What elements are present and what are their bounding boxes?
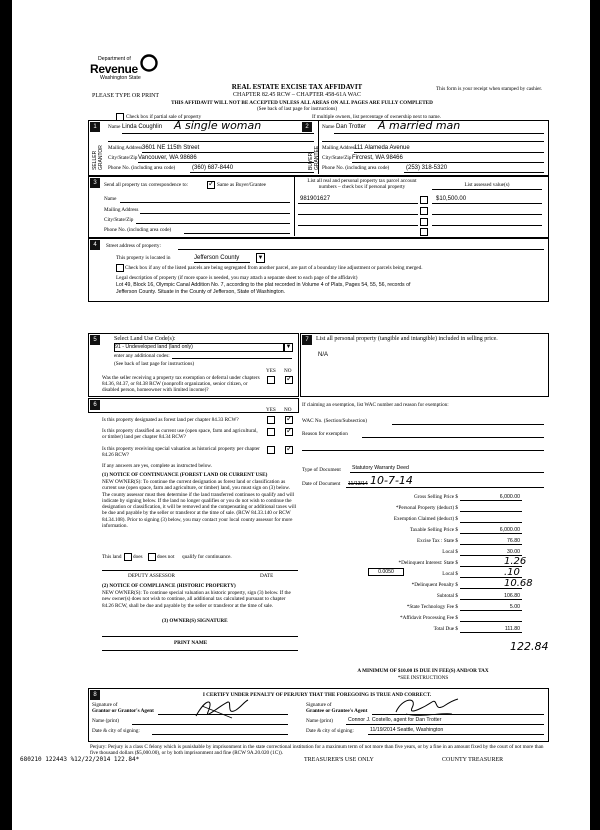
legal-description-label: Legal description of property (if more space is needed, you may attach a separate sheet to each page of the affidavit) [116, 275, 358, 281]
grantor-name-label: Name (print) [92, 718, 119, 724]
street-address-label: Street address of property: [106, 243, 161, 249]
deputy-assessor-label: DEPUTY ASSESSOR [128, 573, 175, 579]
assessor-date-label: DATE [260, 573, 274, 579]
tax-row-label: *Affidavit Processing Fee $ [400, 615, 458, 621]
grantee-name-value: Connor J. Costello, agent for Dan Trotter [348, 717, 442, 723]
doc-type-value: Statutory Warranty Deed [352, 465, 409, 471]
doc-date-struck: 11/13/14 [348, 481, 368, 487]
personal-property-checkbox-4[interactable] [420, 228, 428, 236]
does-not-label: does not [157, 554, 175, 560]
tax-row-value: 30.00 [507, 549, 520, 555]
continuance-text: NEW OWNER(S): To continue the current designation as forest land or classification as current use (open space, farm and agriculture, or timber) land, you must sign on (3) below. The county assessor must then determine if the land transferred continues to qualify and will indicate by signing below. If the land no longer qualifies or you do not wish to continue the designation or classification, it will be removed and the compensating or additional taxes will be due and payable by the seller or transferor at the time of sale. (RCW 84.33.140 or RCW 84.34.108). Prior to signing (3) below, you may contact your local county assessor for more information. [102, 479, 297, 530]
personal-property-label: List all personal property (tangible and intangible) included in selling price. [316, 336, 498, 342]
historic-yes-checkbox[interactable] [267, 446, 275, 454]
personal-property-value: N/A [318, 352, 329, 358]
see-instructions: *SEE INSTRUCTIONS [397, 675, 449, 681]
tax-row-label: *Delinquent Interest: State $ [398, 560, 458, 566]
type-or-print: PLEASE TYPE OR PRINT [92, 93, 160, 99]
land-use-select[interactable]: 91 - Undeveloped land (land only) [114, 343, 284, 352]
section-4-badge: 4 [90, 240, 100, 250]
parcel-number: 981901627 [300, 196, 331, 202]
seller-address-label: Mailing Address [108, 145, 143, 151]
buyer-city: Fircrest, WA 98466 [352, 155, 403, 161]
treasurer-use-label: TREASURER'S USE ONLY [304, 757, 374, 763]
land-use-label: Select Land Use Code(s): [114, 336, 176, 342]
form-warning: THIS AFFIDAVIT WILL NOT BE ACCEPTED UNLESS ALL AREAS ON ALL PAGES ARE FULLY COMPLETED [171, 100, 433, 106]
current-use-question: Is this property classified as current use (open space, farm and agricultural, or timber) land per chapter 84.34 RCW? [102, 428, 258, 440]
tax-row-label: *Personal Property (deduct) $ [395, 505, 458, 511]
section-3-badge: 3 [90, 178, 100, 188]
treasurer-stamp: 680210 122443 %12/22/2014 122.84* [20, 756, 140, 763]
seller-name-label: Name [108, 124, 121, 130]
exemption-no-checkbox[interactable] [285, 376, 293, 384]
historic-question: Is this property receiving special valuation as historical property per chapter 84.26 RCW? [102, 446, 260, 458]
s6-no-header: NO [284, 407, 292, 413]
buyer-name-handwritten: A married man [378, 119, 461, 132]
land-use-no-header: NO [284, 368, 292, 374]
land-use-dropdown-icon[interactable]: ▼ [285, 344, 292, 350]
does-not-qualify-checkbox[interactable] [148, 553, 156, 561]
print-name-label: PRINT NAME [174, 640, 208, 646]
buyer-side-label: BUYER GRANTEE [308, 145, 320, 170]
doc-date-label: Date of Document [302, 481, 341, 487]
corr-phone-label: Phone No. (including area code) [104, 227, 172, 233]
personal-property-checkbox-3[interactable] [420, 218, 428, 226]
if-yes-note: If any answers are yes, complete as instructed below. [102, 463, 213, 469]
dor-swirl-icon [140, 54, 158, 72]
s6-yes-header: YES [266, 407, 276, 413]
tax-row-handwritten: 10.68 [504, 578, 533, 589]
tax-row-value: 76.80 [507, 538, 520, 544]
current-use-no-checkbox[interactable] [285, 428, 293, 436]
grantee-date-value: 11/19/2014 Seattle, Washington [370, 727, 444, 733]
wac-number-label: WAC No. (Section/Subsection) [302, 418, 367, 424]
seller-address: 3601 NE 115th Street [142, 145, 200, 151]
perjury-notice: Perjury: Perjury is a class C felony which is punishable by imprisonment in the state correctional institution for a maximum term of not more than five years, or by a fine in an amount fixed by the court of not more than five thousand dollars ($5,000.00), or by both imprisonment and fine (RCW 9A.20.020 (1C)). [90, 744, 544, 756]
total-handwritten: 122.84 [510, 640, 549, 653]
see-back-note: (See back of last page for instructions) [256, 106, 338, 112]
section-6-badge: 6 [90, 400, 100, 410]
exemption-yes-checkbox[interactable] [267, 376, 275, 384]
located-in-label: This property is located in [116, 255, 171, 261]
certify-statement: I CERTIFY UNDER PENALTY OF PERJURY THAT THE FOREGOING IS TRUE AND CORRECT. [202, 692, 432, 698]
segregated-checkbox[interactable] [116, 264, 124, 272]
logo-agency: Revenue [90, 62, 138, 76]
corr-address-label: Mailing Address [104, 207, 139, 213]
corr-name-label: Name [104, 196, 117, 202]
tax-row-label: Exemption Claimed (deduct) $ [393, 516, 458, 522]
wac-claim-label: If claiming an exemption, list WAC number and reason for exemption: [302, 402, 449, 408]
buyer-phone-label: Phone No. (including area code) [322, 165, 390, 171]
logo-state: Washington State [100, 75, 141, 81]
seller-phone: (360) 687-8440 [192, 165, 234, 171]
seller-city: Vancouver, WA 98686 [138, 155, 197, 161]
tax-row-label: Total Due $ [433, 626, 458, 632]
section-1-badge: 1 [90, 122, 100, 132]
owner-signature-label: (3) OWNER(S) SIGNATURE [162, 618, 228, 624]
current-use-yes-checkbox[interactable] [267, 428, 275, 436]
qualify-label: qualify for continuance. [182, 554, 232, 560]
tax-row-label: Excise Tax : State $ [416, 538, 458, 544]
assessed-header: List assessed value(s) [464, 182, 510, 188]
buyer-name-label: Name [322, 124, 335, 130]
seller-name: Linda Coughlin [122, 124, 163, 130]
buyer-address: 111 Alameda Avenue [354, 145, 410, 151]
grantee-sig-label: Signature of [306, 702, 332, 708]
logo-dept: Department of [98, 56, 131, 62]
grantee-agent-label: Grantee or Grantee's Agent [306, 708, 368, 714]
legal-description-line1: Lot 49, Block 16, Olympic Canal Addition No. 7, according to the plat recorded in Volume 4 of Plats, Pages 54, 55, 56, records of [116, 282, 411, 288]
tax-row-handwritten: .10 [504, 567, 520, 578]
tax-row-label: Local $ [442, 571, 458, 577]
forest-yes-checkbox[interactable] [267, 416, 275, 424]
grantee-date-label: Date & city of signing: [306, 728, 354, 734]
legal-description-line2: Jefferson County. Situate in the County of Jefferson, State of Washington. [116, 289, 286, 295]
seller-side-label: SELLER GRANTOR [92, 145, 104, 170]
assessed-value: $10,500.00 [436, 196, 467, 202]
does-qualify-checkbox[interactable] [124, 553, 132, 561]
forest-no-checkbox[interactable] [285, 416, 293, 424]
grantor-agent-label: Grantor or Grantor's Agent [92, 708, 154, 714]
tax-row-value: 6,000.00 [499, 494, 520, 500]
parcel-header: List all real and personal property tax parcel account numbers – check box if personal property [307, 178, 417, 190]
additional-codes-label: enter any additional codes: [114, 353, 170, 359]
section-5-badge: 5 [90, 335, 100, 345]
personal-property-checkbox-2[interactable] [420, 207, 428, 215]
same-as-buyer-checkbox[interactable] [207, 181, 215, 189]
grantee-name-label: Name (print) [306, 718, 333, 724]
reason-label: Reason for exemption [302, 431, 348, 437]
tax-row-value: 5.00 [509, 604, 520, 610]
affidavit-page [12, 0, 590, 830]
partial-sale-label: Check box if partial sale of property [126, 114, 202, 120]
does-label: does [133, 554, 143, 560]
historic-no-checkbox[interactable] [285, 446, 293, 454]
forest-land-question: Is this property designated as forest land per chapter 84.33 RCW? [102, 417, 239, 423]
same-as-buyer-label: Same as Buyer/Grantee [217, 182, 266, 188]
grantor-signature [192, 696, 252, 722]
section-2-badge: 2 [302, 122, 312, 132]
buyer-phone: (253) 318-5320 [406, 165, 448, 171]
historic-title: (2) NOTICE OF COMPLIANCE (HISTORIC PROPERTY) [102, 583, 236, 589]
tax-row-value: 6,000.00 [499, 527, 520, 533]
grantor-sig-label: Signature of [92, 702, 118, 708]
doc-date-handwritten: 10-7-14 [370, 474, 413, 487]
form-chapter: CHAPTER 82.45 RCW – CHAPTER 458-61A WAC [233, 92, 361, 98]
tax-row-label: *State Technology Fee $ [406, 604, 458, 610]
doc-type-label: Type of Document [302, 467, 341, 473]
seller-name-handwritten: A single woman [174, 119, 262, 132]
seller-phone-label: Phone No. (including area code) [108, 165, 176, 171]
county-select[interactable]: Jefferson County [194, 255, 250, 263]
grantor-date-label: Date & city of signing: [92, 728, 140, 734]
buyer-name: Dan Trotter [336, 124, 367, 130]
tax-row-handwritten: 1.26 [504, 556, 527, 567]
send-correspondence-label: Send all property tax correspondence to: [104, 182, 188, 188]
land-use-yes-header: YES [266, 368, 276, 374]
section-8-badge: 8 [90, 690, 100, 700]
this-land-label: This land [102, 554, 122, 560]
form-title: REAL ESTATE EXCISE TAX AFFIDAVIT [231, 83, 363, 91]
land-use-see-back: (See back of last page for instructions) [114, 361, 195, 367]
receipt-note: This form is your receipt when stamped by cashier. [436, 86, 543, 92]
tax-row-value: 106.80 [504, 593, 520, 599]
segregated-label: Check box if any of the listed parcels are being segregated from another parcel, are part of a boundary line adjustment or parcels being merged. [125, 265, 423, 271]
local-rate-box: 0.0050 [368, 568, 404, 576]
county-treasurer-label: COUNTY TREASURER [442, 757, 504, 763]
minimum-due-note: A MINIMUM OF $10.00 IS DUE IN FEE(S) AND/OR TAX [357, 668, 489, 674]
county-dropdown-icon[interactable]: ▼ [257, 255, 264, 261]
seller-city-label: City/State/Zip [108, 155, 138, 161]
historic-text: NEW OWNER(S): To continue special valuation as historic property, sign (3) below. If the new owner(s) does not wish to continue, all additional tax calculated pursuant to chapter 84.26 RCW, shall be due and payable by the seller or transferor at the time of sale. [102, 590, 291, 609]
tax-row-label: Taxable Selling Price $ [409, 527, 458, 533]
tax-row-label: Subtotal $ [436, 593, 458, 599]
tax-row-label: *Delinquent Penalty $ [411, 582, 458, 588]
exemption-question: Was the seller receiving a property tax exemption or deferral under chapters 84.36, 84.37, or 84.38 RCW (nonprofit organization, senior citizen, or disabled person, homeowner with limited income)? [102, 375, 260, 393]
multiple-owners-note: If multiple owners, list percentage of ownership next to name. [312, 114, 441, 120]
corr-city-label: City/State/Zip [104, 217, 134, 223]
tax-row-label: Gross Selling Price $ [414, 494, 458, 500]
buyer-city-label: City/State/Zip [322, 155, 352, 161]
buyer-address-label: Mailing Address [322, 145, 357, 151]
section-7-badge: 7 [302, 335, 312, 345]
tax-row-label: Local $ [442, 549, 458, 555]
continuance-title: (1) NOTICE OF CONTINUANCE (FOREST LAND OR CURRENT USE) [102, 472, 268, 478]
tax-row-value: 111.80 [504, 626, 520, 632]
personal-property-checkbox-1[interactable] [420, 196, 428, 204]
